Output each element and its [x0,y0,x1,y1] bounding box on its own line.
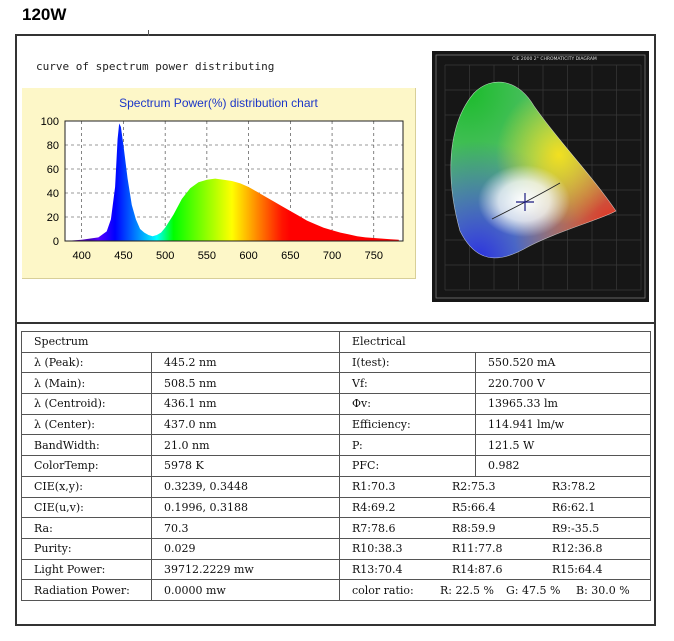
cie-title: CIE 2000 2° CHROMATICITY DIAGRAM [512,57,597,62]
spectrum-label: BandWidth: [22,435,152,456]
cri-values-cell [340,476,651,497]
spectrum-label: Radiation Power: [22,580,152,601]
electrical-value: 13965.33 lm [476,394,651,415]
table-row [22,538,651,559]
x-tick-label: 400 [72,250,91,262]
cri-value: R6:62.1 [552,500,596,514]
electrical-value: 220.700 V [476,373,651,394]
table-row [22,373,651,394]
cri-value: R9:-35.5 [552,521,600,535]
electrical-value: 550.520 mA [476,352,651,373]
spectrum-chart [22,88,415,278]
table-row [22,394,651,415]
spectrum-header: Spectrum [22,332,340,353]
x-tick-label: 550 [197,250,217,262]
electrical-label: Φv: [340,394,476,415]
electrical-label: Efficiency: [340,414,476,435]
spectrum-value: 5978 K [152,456,340,477]
x-tick-label: 600 [239,250,258,262]
y-tick-label: 40 [46,188,59,200]
spectrum-label: Ra: [22,518,152,539]
table-row [22,435,651,456]
spectrum-value: 436.1 nm [152,394,340,415]
color-ratio-r: R: 22.5 % [440,583,494,597]
x-tick-label: 750 [364,250,383,262]
section-divider [15,322,656,324]
page-heading: 120W [22,5,67,24]
x-tick-label: 500 [155,250,175,262]
y-tick-label: 60 [46,164,59,176]
cri-values-cell [340,559,651,580]
electrical-label: Vf: [340,373,476,394]
x-tick-label: 650 [281,250,300,262]
color-ratio-cell [340,580,651,601]
cri-value: R13:70.4 [352,562,403,576]
y-tick-label: 100 [40,116,59,128]
x-tick-label: 700 [322,250,342,262]
frame-tick [148,30,149,36]
spectrum-value: 21.0 nm [152,435,340,456]
spectrum-value: 445.2 nm [152,352,340,373]
spectrum-label: λ (Peak): [22,352,152,373]
cri-values-cell [340,518,651,539]
cie-diagram [432,51,649,302]
color-ratio-label: color ratio: [352,583,414,597]
table-header-row [22,332,651,353]
spectrum-value: 0.0000 mw [152,580,340,601]
spectrum-label: Light Power: [22,559,152,580]
spectrum-value: 70.3 [152,518,340,539]
spectrum-chart-panel [22,88,416,279]
cri-value: R7:78.6 [352,521,396,535]
y-tick-label: 80 [46,140,59,152]
cri-value: R15:64.4 [552,562,603,576]
cri-value: R4:69.2 [352,500,396,514]
cri-value: R2:75.3 [452,480,496,494]
y-tick-label: 20 [46,212,59,224]
electrical-value: 121.5 W [476,435,651,456]
table-row [22,414,651,435]
color-ratio-g: G: 47.5 % [506,583,561,597]
table-row [22,497,651,518]
cri-values-cell [340,538,651,559]
cri-value: R1:70.3 [352,480,396,494]
color-ratio-b: B: 30.0 % [576,583,630,597]
spectrum-label: λ (Center): [22,414,152,435]
curve-title: curve of spectrum power distributing [36,60,275,73]
spectrum-value: 0.1996, 0.3188 [152,497,340,518]
chart-title: Spectrum Power(%) distribution chart [119,96,318,110]
x-tick-label: 450 [114,250,133,262]
cri-value: R11:77.8 [452,542,503,556]
table-row [22,580,651,601]
electrical-value: 0.982 [476,456,651,477]
cri-value: R8:59.9 [452,521,496,535]
cri-values-cell [340,497,651,518]
spectrum-label: CIE(u,v): [22,497,152,518]
table-row [22,476,651,497]
spectrum-label: CIE(x,y): [22,476,152,497]
electrical-header: Electrical [340,332,651,353]
spectrum-label: λ (Centroid): [22,394,152,415]
spectrum-value: 437.0 nm [152,414,340,435]
spectrum-label: ColorTemp: [22,456,152,477]
spectrum-value: 39712.2229 mw [152,559,340,580]
cie-chromaticity-diagram [432,51,649,302]
table-row [22,559,651,580]
spectrum-value: 0.3239, 0.3448 [152,476,340,497]
measurement-table [21,331,651,601]
spectrum-label: λ (Main): [22,373,152,394]
electrical-label: PFC: [340,456,476,477]
table-row [22,352,651,373]
cri-value: R12:36.8 [552,542,603,556]
y-tick-label: 0 [52,236,59,248]
electrical-label: I(test): [340,352,476,373]
table-row [22,456,651,477]
electrical-label: P: [340,435,476,456]
cri-value: R14:87.6 [452,562,503,576]
table-row [22,518,651,539]
spectrum-label: Purity: [22,538,152,559]
electrical-value: 114.941 lm/w [476,414,651,435]
cri-value: R10:38.3 [352,542,403,556]
spectrum-value: 508.5 nm [152,373,340,394]
spectrum-value: 0.029 [152,538,340,559]
cri-value: R3:78.2 [552,480,596,494]
cri-value: R5:66.4 [452,500,496,514]
